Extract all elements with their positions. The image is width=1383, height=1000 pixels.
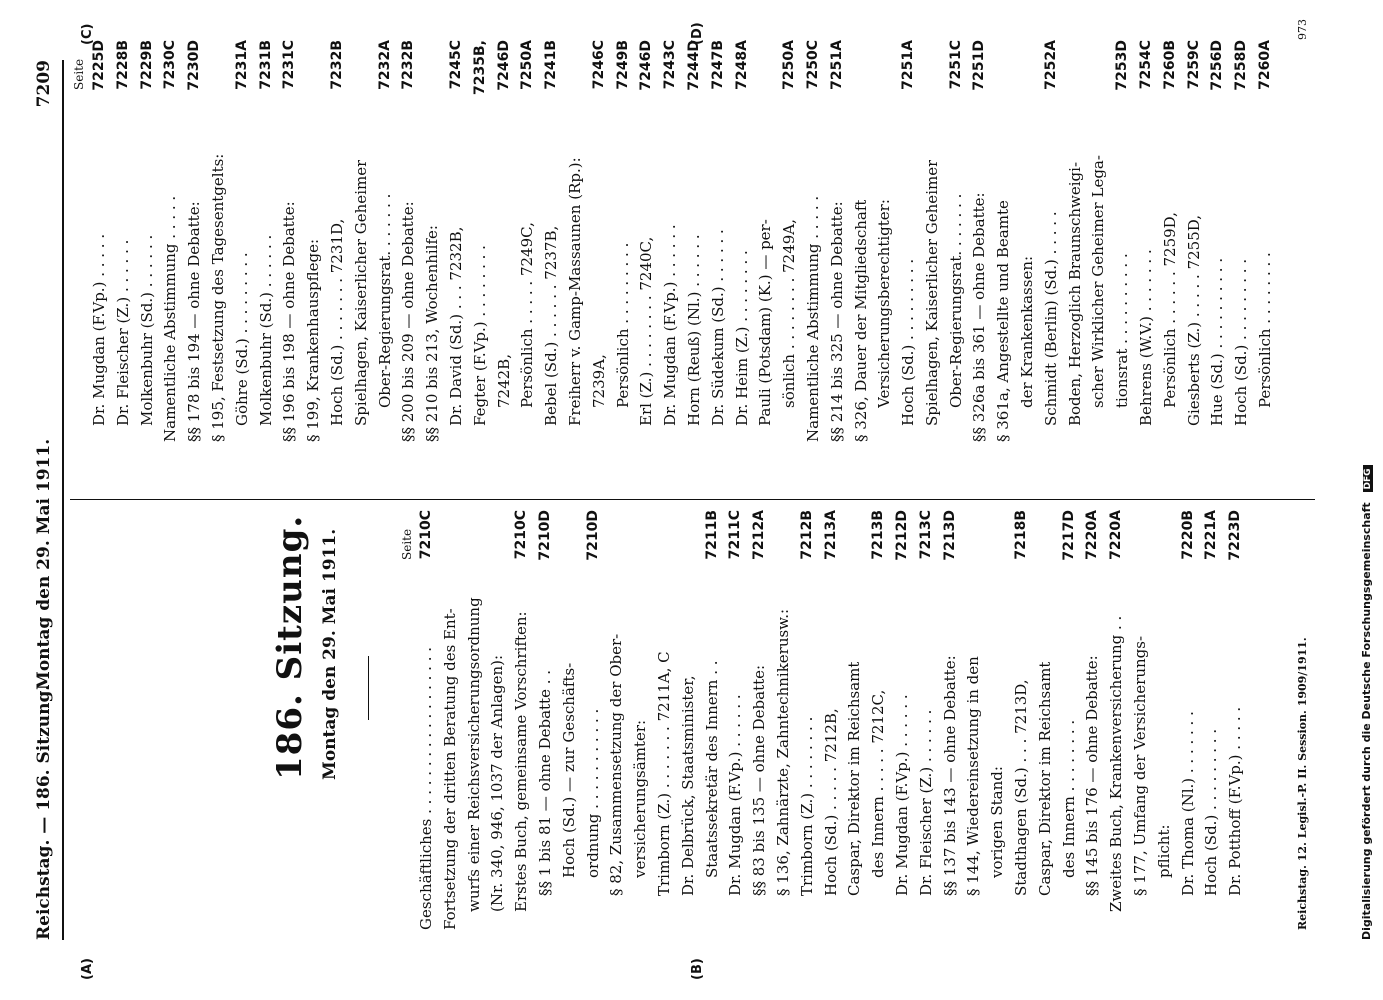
index-entry <box>921 40 945 460</box>
index-entry <box>748 510 772 930</box>
index-entry-text: Horn (Reuß) (Nl.) . . . . . . <box>684 234 703 426</box>
index-entry <box>731 40 755 460</box>
index-entry-page-ref: 7210C <box>513 510 530 560</box>
index-entry <box>796 510 820 930</box>
index-entry-page-ref: 7218B <box>1012 510 1029 560</box>
index-entry <box>278 40 302 460</box>
index-entry-text: 7239A, <box>589 354 608 408</box>
index-entry-page-ref: 7210D <box>536 510 553 561</box>
index-entry-text: Freiherr v. Gamp-Massaunen (Rp.): <box>565 157 584 426</box>
index-entry <box>486 510 510 930</box>
index-entry-page-ref: 7212B <box>798 510 815 560</box>
index-entry-page-ref: 7243C <box>662 40 679 90</box>
index-entry-text: Molkenbuhr (Sd.) . . . . . . <box>137 234 156 426</box>
index-entry-page-ref: 7251A <box>900 40 917 90</box>
index-entry <box>945 40 969 460</box>
index-entry <box>1224 510 1248 930</box>
index-entry <box>534 510 558 930</box>
index-entry-page-ref: 7213A <box>822 510 839 560</box>
index-entry-text: versicherungsämter: <box>631 719 650 878</box>
index-entry-text: sönlich . . . . . . . . 7249A, <box>780 219 799 408</box>
dfg-logo: DFG <box>1363 465 1373 492</box>
index-entry-page-ref: 7232A <box>376 40 393 90</box>
margin-mark-b: (B) <box>690 958 705 980</box>
index-entry-page-ref: 7230C <box>162 40 179 90</box>
index-entry-text: § 199, Krankenhauspflege: <box>304 238 323 442</box>
index-entry <box>701 510 725 930</box>
index-entry <box>850 40 874 460</box>
index-entry-text: Ober-Regierungsrat. . . . . . . <box>946 193 965 408</box>
index-entry <box>802 40 826 460</box>
index-entry <box>255 40 279 460</box>
index-entry-text: Trimborn (Z.) . . . . . . . 7211A, C <box>654 651 673 896</box>
index-entry-text: pflicht: <box>1154 824 1173 878</box>
index-entry-page-ref: 7248A <box>733 40 750 90</box>
index-entry-text: Giesberts (Z.) . . . . . 7255D, <box>1184 214 1203 426</box>
index-entry-page-ref: 7246D <box>495 40 512 91</box>
index-entry-page-ref: 7229B <box>138 40 155 90</box>
index-entry-page-ref: 7213D <box>941 510 958 561</box>
index-entry <box>873 40 897 460</box>
index-entry-page-ref: 7213C <box>917 510 934 560</box>
index-entry-page-ref: 7223D <box>1227 510 1244 561</box>
index-entry-text: § 326, Dauer der Mitgliedschaft <box>851 199 870 442</box>
index-entry-page-ref: 7251D <box>971 40 988 91</box>
index-entry-page-ref: 7212D <box>893 510 910 561</box>
session-title: 186. Sitzung. <box>270 514 310 780</box>
index-entry-page-ref: 7228B <box>114 40 131 90</box>
index-entry <box>415 510 439 930</box>
index-entry <box>159 40 183 460</box>
column-divider <box>70 499 1315 500</box>
index-entry-text: §§ 178 bis 194 — ohne Debatte: <box>185 201 204 442</box>
margin-mark-a: (A) <box>80 958 95 980</box>
index-entry-page-ref: 7221A <box>1203 510 1220 560</box>
index-entry-text: Namentliche Abstimmung . . . . . <box>803 195 822 442</box>
index-entry-text: §§ 137 bis 143 — ohne Debatte: <box>940 655 959 896</box>
index-entry-text: Staatssekretär des Innern . . <box>702 660 721 878</box>
index-entry-text: Ober-Regierungsrat. . . . . . . <box>375 193 394 408</box>
index-entry-text: § 361a, Angestellte und Beamte <box>994 200 1013 442</box>
index-entry-text: Persönlich . . . . . . . . . <box>613 242 632 408</box>
index-entry <box>1058 510 1082 930</box>
index-entry-page-ref: 7254C <box>1138 40 1155 90</box>
index-entry-page-ref: 7231C <box>281 40 298 90</box>
footer-number: 973 <box>1296 19 1309 40</box>
index-entry-text: des Innern . . . . . 7212C, <box>869 689 888 878</box>
index-entry <box>1040 40 1064 460</box>
index-entry-text: Schmidt (Berlin) (Sd.) . . . . . <box>1041 211 1060 426</box>
index-entry <box>1135 40 1159 460</box>
index-entry-text: §§ 196 bis 198 — ohne Debatte: <box>280 201 299 442</box>
index-entry-page-ref: 7211B <box>703 510 720 560</box>
index-entry <box>683 40 707 460</box>
index-entry-text: § 177, Umfang der Versicherungs- <box>1130 635 1149 896</box>
index-entry <box>136 40 160 460</box>
page-number: 7209 <box>34 60 54 108</box>
index-entry <box>867 510 891 930</box>
index-entry-page-ref: 7231B <box>257 40 274 90</box>
index-entry-page-ref: 7211C <box>727 510 744 560</box>
index-entry-text: scher Wirklicher Geheimer Lega- <box>1089 155 1108 408</box>
index-entry <box>653 510 677 930</box>
index-entry-text: § 82, Zusammensetzung der Ober- <box>607 633 626 896</box>
index-entry-text: §§ 200 bis 209 — ohne Debatte: <box>399 201 418 442</box>
index-entry-text: Behrens (W.V.) . . . . . . . <box>1137 249 1156 426</box>
index-entry-page-ref: 7259C <box>1185 40 1202 90</box>
index-entry-page-ref: 7250A <box>519 40 536 90</box>
index-entry-text: vorigen Stand: <box>988 766 1007 878</box>
index-entry <box>397 40 421 460</box>
index-entry-text: § 144, Wiedereinsetzung in den <box>964 656 983 896</box>
index-entry <box>986 510 1010 930</box>
index-entry-text: Hoch (Sd.) . . . . . . . 7231D, <box>327 218 346 426</box>
index-entry-text: Hoch (Sd.) — zur Geschäfts- <box>559 662 578 878</box>
seite-label-left: Seite <box>400 528 414 560</box>
index-entry <box>843 510 867 930</box>
index-entry <box>754 40 778 460</box>
left-column <box>415 510 1248 930</box>
index-entry-text: Caspar, Direktor im Reichsamt <box>1035 661 1054 896</box>
index-entry-text: § 136, Zahnärzte, Zahntechnikerusw.: <box>773 608 792 896</box>
index-entry-page-ref: 7220A <box>1108 510 1125 560</box>
index-entry-page-ref: 7245C <box>447 40 464 90</box>
index-entry <box>968 40 992 460</box>
index-entry <box>439 510 463 930</box>
index-entry-text: Dr. Mugdan (F.Vp.) . . . . . <box>90 233 108 426</box>
index-entry-text: §§ 210 bis 213, Wochenhilfe: <box>423 225 442 442</box>
session-date: Montag den 29. Mai 1911. <box>320 528 340 780</box>
index-entry <box>1254 40 1278 460</box>
index-entry <box>302 40 326 460</box>
index-entry <box>939 510 963 930</box>
index-entry <box>1183 40 1207 460</box>
index-entry <box>469 40 493 460</box>
index-entry-text: Erstes Buch, gemeinsame Vorschriften: <box>512 611 531 912</box>
index-entry <box>516 40 540 460</box>
index-entry-page-ref: 7213B <box>870 510 887 560</box>
index-entry <box>582 510 606 930</box>
index-entry-page-ref: 7258D <box>1233 40 1250 91</box>
margin-mark-c: (C) <box>80 23 95 45</box>
index-entry-text: Bebel (Sd.) . . . . . . 7237B, <box>542 225 561 426</box>
index-entry <box>1034 510 1058 930</box>
index-entry <box>510 510 534 930</box>
index-entry <box>374 40 398 460</box>
seite-label-right: Seite <box>72 58 86 90</box>
index-entry-page-ref: 7217D <box>1060 510 1077 561</box>
index-entry-text: Fegter (F.Vp.) . . . . . . . . <box>470 245 489 426</box>
index-entry <box>1081 510 1105 930</box>
index-entry-text: (Nr. 340, 946, 1037 der Anlagen): <box>488 654 507 912</box>
index-entry <box>421 40 445 460</box>
index-entry <box>183 40 207 460</box>
index-entry-text: Geschäftliches . . . . . . . . . . . . . . . . . . <box>417 646 435 930</box>
index-entry-page-ref: 7253D <box>1114 40 1131 91</box>
index-entry <box>445 40 469 460</box>
index-entry <box>659 40 683 460</box>
index-entry-text: Erl (Z.) . . . . . . . . 7240C, <box>637 236 656 426</box>
index-entry <box>207 40 231 460</box>
index-entry <box>778 40 802 460</box>
index-entry <box>1105 510 1129 930</box>
index-entry <box>1016 40 1040 460</box>
index-entry <box>463 510 487 930</box>
index-entry <box>558 510 582 930</box>
index-entry-text: § 195, Festsetzung des Tagesentgelts: <box>208 153 227 442</box>
margin-mark-d: (D) <box>690 22 705 45</box>
index-entry-text: Dr. Thoma (Nl.) . . . . . . . <box>1178 711 1197 896</box>
index-entry-page-ref: 7230D <box>186 40 203 91</box>
index-entry-text: Dr. Heim (Z.) . . . . . . . . <box>732 250 751 426</box>
page-header <box>22 60 64 940</box>
index-entry-page-ref: 7232B <box>328 40 345 90</box>
index-entry-page-ref: 7250A <box>781 40 798 90</box>
index-entry-text: wurfs einer Reichsversicherungsordnung <box>464 597 483 912</box>
index-entry-page-ref: 7250C <box>804 40 821 90</box>
index-entry <box>992 40 1016 460</box>
index-entry-page-ref: 7220B <box>1179 510 1196 560</box>
index-entry-text: §§ 326a bis 361 — ohne Debatte: <box>970 192 989 442</box>
digitization-text: Digitalisierung gefördert durch die Deutsche Forschungsgemeinschaft <box>1360 502 1373 940</box>
index-entry-page-ref: 7252A <box>1042 40 1059 90</box>
index-entry-page-ref: 7210C <box>418 510 434 560</box>
index-entry-text: Hue (Sd.) . . . . . . . . . . <box>1208 257 1227 426</box>
index-entry-page-ref: 7235B, <box>471 40 488 95</box>
index-entry <box>772 510 796 930</box>
index-entry-page-ref: 7251C <box>947 40 964 90</box>
index-entry-text: Hoch (Sd.) . . . . . . . . . <box>1232 258 1251 426</box>
index-entry-page-ref: 7212A <box>751 510 768 560</box>
index-entry <box>635 40 659 460</box>
index-entry-page-ref: 7232B <box>400 40 417 90</box>
index-entry-page-ref: 7220A <box>1084 510 1101 560</box>
index-entry-page-ref: 7249B <box>614 40 631 90</box>
index-entry-text: §§ 83 bis 135 — ohne Debatte: <box>750 664 769 896</box>
index-entry <box>540 40 564 460</box>
index-entry-text: Boden, Herzoglich Braunschweigi- <box>1065 161 1084 426</box>
index-entry-text: tionsrat . . . . . . . . . . <box>1113 253 1132 408</box>
index-entry <box>112 40 136 460</box>
index-entry-text: Dr. Delbrück, Staatsminister, <box>678 675 697 896</box>
index-entry-text: Dr. David (Sd.) . . . 7232B, <box>446 226 465 426</box>
index-entry <box>891 510 915 930</box>
index-entry-page-ref: 7246C <box>590 40 607 90</box>
index-entry-text: Dr. Südekum (Sd.) . . . . . . <box>708 229 727 426</box>
index-entry-text: Trimborn (Z.) . . . . . . . . <box>797 716 816 896</box>
index-entry-text: Dr. Fleischer (Z.) . . . . . . <box>916 709 935 896</box>
index-entry <box>612 40 636 460</box>
index-entry-text: Dr. Potthoff (F.Vp.) . . . . . <box>1226 706 1245 896</box>
index-entry <box>231 40 255 460</box>
header-center: Montag den 29. Mai 1911. <box>34 438 54 690</box>
index-entry <box>724 510 748 930</box>
index-entry <box>588 40 612 460</box>
index-entry-page-ref: 7260A <box>1257 40 1274 90</box>
index-entry-text: Versicherungsberechtigter: <box>875 199 894 408</box>
index-entry <box>1064 40 1088 460</box>
index-entry-text: §§ 214 bis 325 — ohne Debatte: <box>827 201 846 442</box>
index-entry-text: Spielhagen, Kaiserlicher Geheimer <box>351 159 370 426</box>
index-entry <box>629 510 653 930</box>
index-entry-text: ordnung . . . . . . . . . . . <box>583 708 602 878</box>
index-entry <box>915 510 939 930</box>
index-entry <box>88 40 112 460</box>
index-entry-page-ref: 7231A <box>233 40 250 90</box>
index-entry-text: Dr. Mugdan (F.Vp.) . . . . . . <box>726 694 745 896</box>
index-entry <box>1129 510 1153 930</box>
index-entry-text: Dr. Mugdan (F.Vp.) . . . . . . <box>661 224 680 426</box>
index-entry <box>1010 510 1034 930</box>
index-entry-page-ref: 7251A <box>828 40 845 90</box>
index-entry <box>897 40 921 460</box>
index-entry-text: Molkenbuhr (Sd.) . . . . . . <box>256 234 275 426</box>
digitization-note <box>1360 465 1373 940</box>
index-entry-page-ref: 7210D <box>584 510 601 561</box>
index-entry <box>564 40 588 460</box>
index-entry-text: Göhre (Sd.) . . . . . . . . . <box>232 252 251 426</box>
index-entry <box>962 510 986 930</box>
index-entry-text: Spielhagen, Kaiserlicher Geheimer <box>922 159 941 426</box>
index-entry-text: §§ 1 bis 81 — ohne Debatte . . <box>535 669 554 896</box>
index-entry <box>1153 510 1177 930</box>
session-heading <box>250 510 410 930</box>
index-entry <box>1200 510 1224 930</box>
index-entry-text: 7242B, <box>494 354 513 408</box>
index-entry-text: Fortsetzung der dritten Beratung des Ent- <box>440 608 459 930</box>
index-entry <box>707 40 731 460</box>
footer-left: Reichstag. 12. Legisl.-P. II. Session. 1909/1911. <box>1296 637 1309 930</box>
index-entry-page-ref: 7256D <box>1209 40 1226 91</box>
index-entry <box>1159 40 1183 460</box>
index-entry-text: Pauli (Potsdam) (K.) — per- <box>756 219 775 426</box>
index-entry-text: Namentliche Abstimmung . . . . . <box>161 195 180 442</box>
index-entry <box>493 40 517 460</box>
index-entry <box>1206 40 1230 460</box>
index-entry-text: §§ 145 bis 176 — ohne Debatte: <box>1083 655 1102 896</box>
index-entry <box>1111 40 1135 460</box>
index-entry <box>350 40 374 460</box>
index-entry <box>1087 40 1111 460</box>
header-left: Reichstag. — 186. Sitzung. <box>34 684 54 940</box>
index-entry-text: Caspar, Direktor im Reichsamt <box>845 661 864 896</box>
index-entry-text: Dr. Mugdan (F.Vp.) . . . . . . <box>892 694 911 896</box>
index-entry-text: Persönlich . . . . . . 7259D, <box>1160 212 1179 408</box>
title-divider <box>368 656 369 720</box>
index-entry-page-ref: 7244D <box>685 40 702 91</box>
index-entry <box>826 40 850 460</box>
index-entry <box>677 510 701 930</box>
index-entry-page-ref: 7225D <box>91 40 107 91</box>
index-entry-text: Zweites Buch, Krankenversicherung . . <box>1107 615 1126 912</box>
index-entry-text: Hoch (Sd.) . . . . . 7212B, <box>821 708 840 896</box>
right-column <box>88 40 1278 460</box>
index-entry-page-ref: 7241B <box>543 40 560 90</box>
index-entry-text: Persönlich . . . . . . . . <box>1256 252 1275 408</box>
index-entry <box>1230 40 1254 460</box>
index-entry-text: Stadthagen (Sd.) . . . 7213D, <box>1011 679 1030 896</box>
index-entry-page-ref: 7247B <box>709 40 726 90</box>
index-entry <box>1177 510 1201 930</box>
index-entry-text: des Innern . . . . . . . . <box>1059 719 1078 878</box>
index-entry-page-ref: 7246D <box>638 40 655 91</box>
index-entry-text: Dr. Fleischer (Z.) . . . . . . <box>113 239 132 426</box>
index-entry-text: Hoch (Sd.) . . . . . . . . . <box>1202 728 1221 896</box>
index-entry-text: Persönlich . . . . . 7249C, <box>518 222 537 408</box>
index-entry <box>820 510 844 930</box>
index-entry <box>605 510 629 930</box>
index-entry <box>326 40 350 460</box>
index-entry-text: der Krankenkassen: <box>1018 255 1037 408</box>
index-entry-text: Hoch (Sd.) . . . . . . . . . <box>899 258 918 426</box>
index-entry-page-ref: 7260B <box>1161 40 1178 90</box>
